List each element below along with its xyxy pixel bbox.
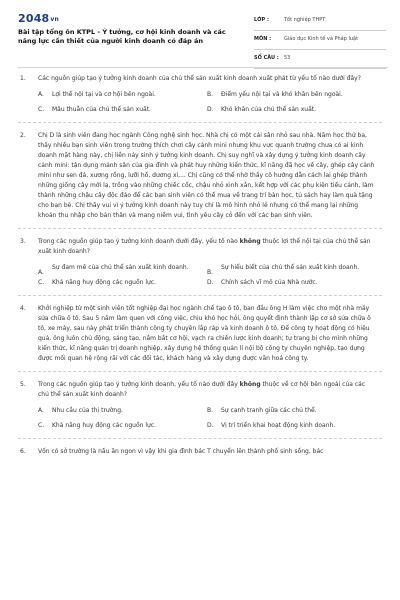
option-text: Khả năng huy động các nguồn lực. — [52, 422, 157, 429]
question-3 — [0, 237, 400, 288]
option-text: Sự hiểu biết của chủ thể sản xuất kinh doanh. — [221, 264, 360, 271]
header-divider — [18, 67, 388, 68]
question-text-part: thuộc về cơ hội bên ngoài của các chủ thể sản xuất kinh doanh? — [38, 381, 366, 398]
question-text-part: thuộc lợi thế nội tại của chủ thể sản xuất kinh doanh? — [38, 238, 371, 255]
option-d[interactable] — [207, 278, 376, 288]
answer-options — [38, 406, 376, 431]
option-b[interactable] — [207, 90, 376, 100]
option-letter: B. — [207, 269, 214, 276]
question-4 — [0, 304, 400, 364]
option-a[interactable] — [38, 263, 207, 276]
logo-suffix: vn — [50, 15, 60, 23]
option-text: Khả năng huy động các nguồn lực. — [52, 279, 157, 286]
question-divider — [18, 228, 382, 229]
question-number: 4. — [20, 305, 26, 312]
option-letter: C. — [38, 422, 45, 429]
question-emphasis: không — [239, 238, 261, 245]
question-emphasis: không — [239, 381, 261, 388]
question-divider — [18, 438, 382, 439]
answer-options — [38, 90, 376, 115]
meta-value: 53 — [284, 55, 291, 61]
question-number: 6. — [20, 448, 26, 455]
question-divider — [18, 122, 382, 123]
option-letter: C. — [38, 106, 45, 113]
question-number: 3. — [20, 238, 26, 245]
meta-value: Giáo dục Kinh tế và Pháp luật — [284, 36, 359, 42]
document-title: Bài tập tổng ôn KTPL - Ý tưởng, cơ hội kinh doanh và các năng lực cần thiết của người kinh doanh có đáp án — [18, 28, 226, 45]
option-letter: D. — [207, 279, 214, 286]
document-meta — [254, 14, 386, 71]
option-c[interactable] — [38, 105, 207, 115]
question-text-part: Trong các nguồn giúp tạo ý tưởng kinh doanh, yếu tố nào dưới đây — [38, 381, 240, 388]
logo-text: 2048 — [18, 12, 50, 25]
option-d[interactable] — [207, 421, 376, 431]
option-text: Nhu cầu của thị trường. — [52, 407, 123, 414]
question-text — [38, 380, 376, 400]
option-letter: C. — [38, 279, 45, 286]
option-text: Mâu thuẫn của chủ thể sản xuất. — [52, 106, 151, 113]
question-1 — [0, 74, 400, 115]
option-letter: D. — [207, 106, 214, 113]
option-letter: B. — [207, 407, 214, 414]
option-a[interactable] — [38, 90, 207, 100]
question-text: Khởi nghiệp từ một sinh viên tốt nghiệp đại học ngành chế tạo ô tô, ban đầu ông H làm việc cho một nhà máy sửa chữa ô tô. Sau 5 năm làm quen với công việc, chịu khó học hỏi, ông quyết định thành lập cơ sở sửa chữa ô tô, xe máy, sau này phát triển thành công ty chuyên lắp ráp và kinh doanh ô tô. Để công ty hoạt động có hiệu quả, ông luôn chủ động, sáng tạo, nắm bắt cơ hội, vạch ra chiến lược kinh doanh; tự trang bị cho mình những kiến thức, kĩ năng quản trị doanh nghiệp, xây dựng hệ thống quản lí nội bộ công ty chuyên nghiệp, tạo dựng được mối quan hệ rộng rãi với các đối tác, khách hàng và xây dựng được văn hoá công ty. — [38, 305, 371, 362]
meta-label: SỐ CÂU : — [254, 55, 279, 61]
meta-value: Tốt nghiệp THPT — [284, 17, 326, 23]
question-number: 2. — [20, 132, 26, 139]
question-number: 1. — [20, 75, 26, 82]
option-d[interactable] — [207, 105, 376, 115]
question-list — [0, 74, 400, 457]
question-divider — [18, 371, 382, 372]
option-b[interactable] — [207, 406, 376, 416]
question-text: Vốn có sở trường là nấu ăn ngon vì vậy khi gia đình bác T chuyển lên thành phố sinh sống, bác — [38, 448, 324, 455]
question-text: Các nguồn giúp tạo ý tưởng kinh doanh của chủ thể sản xuất kinh doanh xuất phát từ yếu tố nào dưới đây? — [38, 75, 361, 82]
option-letter: A. — [38, 269, 44, 276]
option-text: Chính sách vĩ mô của Nhà nước. — [221, 279, 318, 286]
option-b[interactable] — [207, 263, 376, 276]
option-letter: B. — [207, 91, 214, 98]
option-text: Khó khăn của chủ thể sản xuất. — [221, 106, 317, 113]
meta-label: LỚP : — [254, 17, 269, 23]
option-text: Lợi thế nội tại và cơ hội bên ngoài. — [52, 91, 156, 98]
site-logo[interactable] — [18, 12, 59, 25]
question-number: 5. — [20, 381, 26, 388]
option-text: Sự đam mê của chủ thể sản xuất kinh doanh. — [52, 264, 189, 271]
answer-options — [38, 263, 376, 288]
question-2 — [0, 131, 400, 221]
page-header — [0, 0, 400, 64]
meta-row-subject — [254, 33, 386, 50]
question-6 — [0, 447, 400, 457]
question-text-part: Trong các nguồn giúp tạo ý tưởng kinh doanh dưới đây, yếu tố nào — [38, 238, 240, 245]
option-a[interactable] — [38, 406, 207, 416]
option-letter: A. — [38, 91, 44, 98]
meta-label: MÔN : — [254, 36, 272, 42]
option-letter: A. — [38, 407, 44, 414]
question-text: Chị D là sinh viên đang học ngành Công nghệ sinh học. Nhà chị có một cái sân nhỏ sau nhà. Năm học thứ ba, thấy nhiều bạn sinh viên trong trường thích chơi cây cảnh mini nhưng khu vực quanh trường chưa có ai kinh doanh mặt hàng này, chị liền nảy sinh ý tưởng kinh doanh. Chị suy nghĩ và xây dựng ý tưởng kinh doanh cây cảnh mini: tận dụng mảnh sân của gia đình và phát huy những kiến thức, kĩ năng đã học về cây, ghép cây cảnh mini như sen đá, xương rồng, lưỡi hổ, dương xỉ,... Chị cũng có thể nhờ thầy cô hướng dẫn cách lai ghép thành những giống cây mới lạ, trồng vào những chiếc cốc, chậu nhỏ xinh xắn, kết hợp với các phụ kiện tiểu cảnh, làm thành những chậu cây độc đáo để các bạn sinh viên có thể mua về trang trí bàn học, tủ sách hay làm quà tặng cho bạn bè. Chị thấy vui vì ý tưởng kinh doanh này tuy chỉ là mô hình nhỏ lẻ nhưng có thể mang lại những khoản thu nhập cho bản thân và mang niềm vui, tình yêu cây cỏ đến với các bạn sinh viên. — [38, 132, 375, 219]
question-divider — [18, 295, 382, 296]
option-c[interactable] — [38, 421, 207, 431]
question-text — [38, 237, 376, 257]
option-text: Vị trí triển khai hoạt động kinh doanh. — [221, 422, 336, 429]
question-5 — [0, 380, 400, 431]
option-text: Điểm yếu nội tại và khó khăn bên ngoài. — [221, 91, 343, 98]
option-text: Sự cạnh tranh giữa các chủ thể. — [221, 407, 317, 414]
meta-row-class — [254, 14, 386, 31]
option-c[interactable] — [38, 278, 207, 288]
option-letter: D. — [207, 422, 214, 429]
